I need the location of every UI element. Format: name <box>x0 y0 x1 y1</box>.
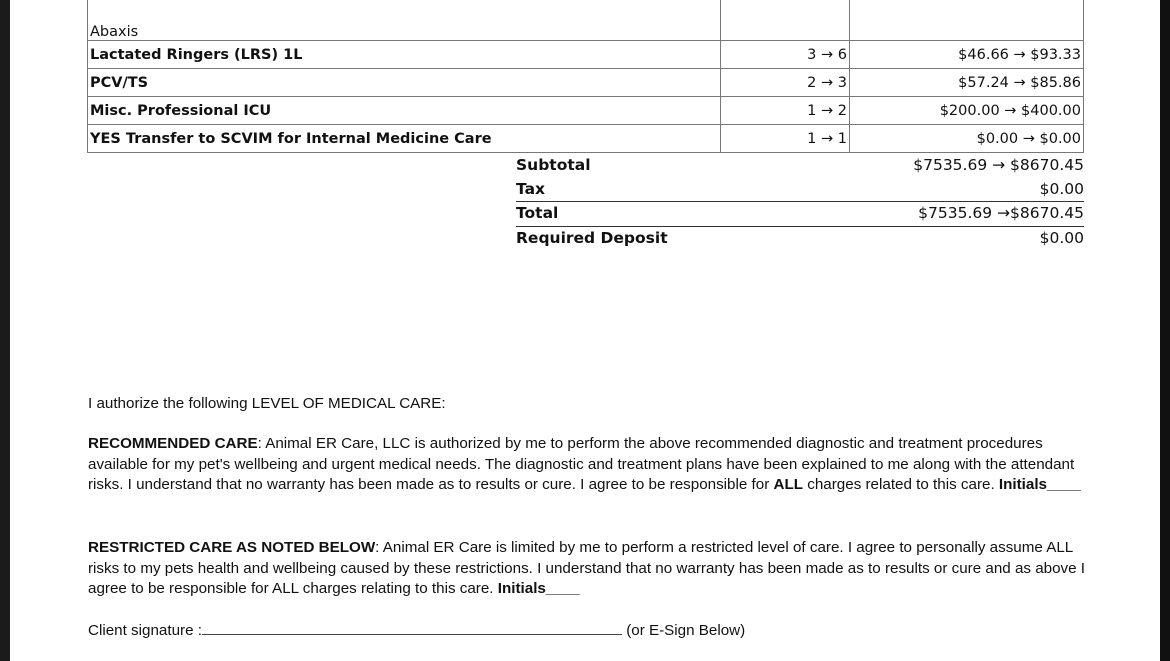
table-row <box>88 69 1084 97</box>
item-quantity: 1 → 1 <box>721 125 850 153</box>
deposit-label: Required Deposit <box>516 228 668 247</box>
tax-row <box>516 178 1084 202</box>
table-row <box>88 0 1084 41</box>
restricted-care-heading: RESTRICTED CARE AS NOTED BELOW <box>88 539 376 556</box>
item-price: $46.66 → $93.33 <box>850 41 1084 69</box>
item-price: $57.24 → $85.86 <box>850 69 1084 97</box>
item-quantity: 2 → 3 <box>721 69 850 97</box>
recommended-care-paragraph <box>88 434 1088 496</box>
item-price <box>850 0 1084 41</box>
signature-row <box>88 620 1088 642</box>
recommended-care-heading: RECOMMENDED CARE <box>88 435 258 452</box>
signature-line[interactable] <box>202 620 622 635</box>
table-row <box>88 97 1084 125</box>
table-row <box>88 41 1084 69</box>
line-items-table <box>87 0 1084 153</box>
item-quantity: 3 → 6 <box>721 41 850 69</box>
line-items-table-wrapper <box>87 0 1084 153</box>
table-row <box>88 125 1084 153</box>
item-description: PCV/TS <box>88 69 721 97</box>
item-description: Abaxis <box>88 0 721 41</box>
restricted-care-paragraph <box>88 538 1088 600</box>
signature-label: Client signature : <box>88 622 202 639</box>
restricted-care-text: : Animal ER Care is limited by me to perform a restricted level of care. I agree to personally assume ALL risks to my pets health and wellbeing caused by these restrictions. I understand that no warranty has been made as to results or cure and as above I agree to be responsible for ALL charges relating to this care. <box>88 539 1086 598</box>
item-price: $200.00 → $400.00 <box>850 97 1084 125</box>
tax-value: $0.00 <box>1039 179 1084 198</box>
subtotal-label: Subtotal <box>516 156 591 174</box>
restricted-initials-field[interactable]: Initials____ <box>497 580 580 598</box>
recommended-care-text: : Animal ER Care, LLC is authorized by me to perform the above recommended diagnostic and treatment procedures available for my pet's wellbeing and urgent medical needs. The diagnostic and treatment plans have been explained to me along with the attendant risks. I understand that no warranty has been made as to results or cure. I agree to be responsible for <box>88 435 1075 494</box>
item-quantity <box>721 0 850 41</box>
deposit-value: $0.00 <box>1039 228 1084 247</box>
item-description: Misc. Professional ICU <box>88 97 721 125</box>
recommended-care-all: ALL <box>773 476 804 494</box>
deposit-row <box>516 227 1084 251</box>
item-quantity: 1 → 2 <box>721 97 850 125</box>
viewer-edge <box>1160 0 1170 661</box>
subtotal-row <box>516 154 1084 178</box>
tax-label: Tax <box>516 179 546 198</box>
subtotal-value: $7535.69 → $8670.45 <box>913 156 1084 174</box>
item-description: Lactated Ringers (LRS) 1L <box>88 41 721 69</box>
item-price: $0.00 → $0.00 <box>850 125 1084 153</box>
signature-note: (or E-Sign Below) <box>626 622 746 639</box>
recommended-care-text-end: charges related to this care. <box>803 476 999 494</box>
totals-block <box>516 154 1084 250</box>
item-description: YES Transfer to SCVIM for Internal Medicine Care <box>88 125 721 153</box>
authorization-intro: I authorize the following LEVEL OF MEDICAL CARE: <box>88 395 446 412</box>
total-value: $7535.69 →$8670.45 <box>918 204 1084 222</box>
total-label: Total <box>516 204 559 222</box>
estimate-page <box>10 0 1160 661</box>
total-row <box>516 201 1084 227</box>
recommended-initials-field[interactable]: Initials____ <box>998 476 1081 494</box>
